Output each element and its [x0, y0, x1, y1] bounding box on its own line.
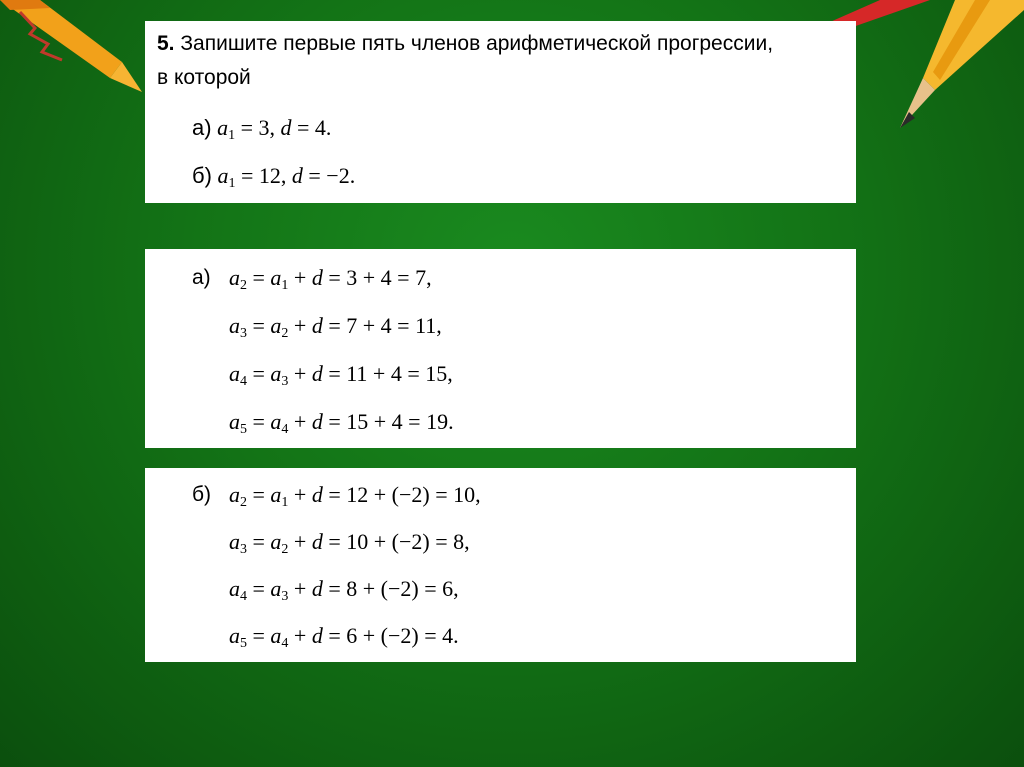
equation-row: $a_5 = a_4 + d = 6 + (-2) = 4$.	[229, 623, 459, 651]
equation-row: $a_3 = a_2 + d = 10 + (-2) = 8$,	[229, 529, 470, 557]
crayon-left-icon	[0, 0, 150, 100]
condition-b: б) $a_1 = 12$, d = −2.	[192, 163, 356, 191]
equation-row: $a_4 = a_3 + d = 8 + (-2) = 6$,	[229, 576, 459, 604]
task-title	[157, 27, 856, 61]
task-number: 5.	[157, 32, 175, 55]
equation-row: $a_4 = a_3 + d = 11 + 4 = 15$,	[229, 361, 453, 389]
condition-a: а) $a_1 = 3$, d = 4.	[192, 115, 332, 143]
equation-row: $a_5 = a_4 + d = 15 + 4 = 19$.	[229, 409, 454, 437]
task-text-line2: в которой	[157, 66, 251, 89]
equation-row: $a_2 = a_1 + d = 3 + 4 = 7$,	[229, 265, 432, 293]
equation-row: $a_2 = a_1 + d = 12 + (-2) = 10$,	[229, 482, 481, 510]
solution-a-panel	[145, 249, 856, 448]
solution-a-label: а)	[192, 266, 211, 289]
task-text-line1: Запишите первые пять членов арифметической прогрессии,	[180, 32, 774, 55]
solution-b-panel	[145, 468, 856, 662]
task-panel	[145, 21, 856, 203]
solution-b-label: б)	[192, 483, 212, 506]
pencil-icon	[895, 0, 1024, 135]
equation-row: $a_3 = a_2 + d = 7 + 4 = 11$,	[229, 313, 442, 341]
